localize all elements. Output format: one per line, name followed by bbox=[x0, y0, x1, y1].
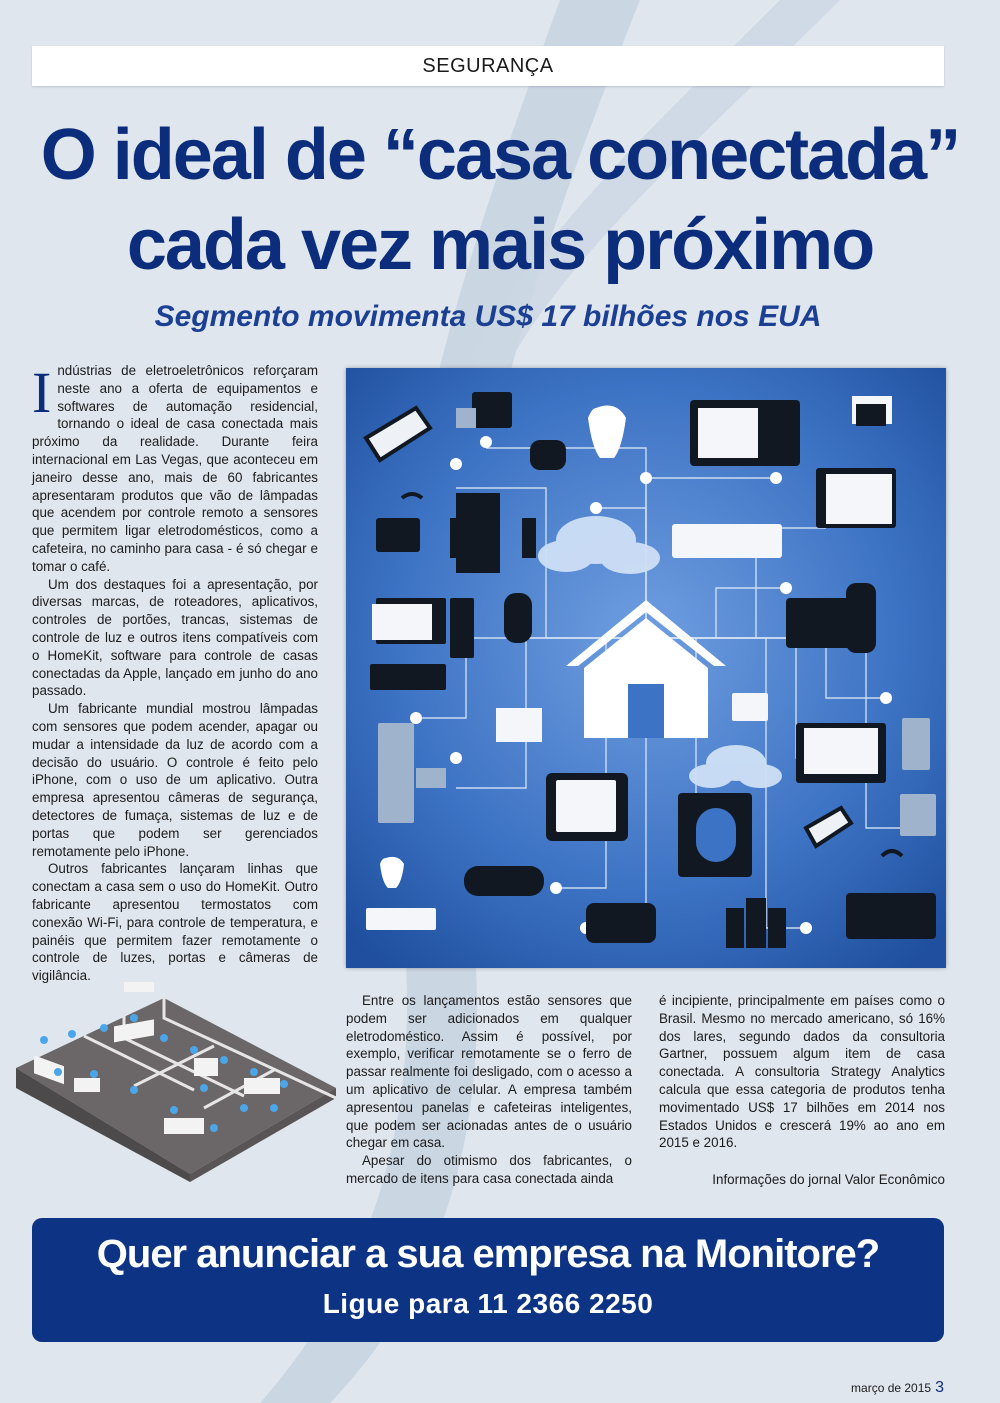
headline-line-2: cada vez mais próximo bbox=[126, 205, 874, 285]
ad-headline: Quer anunciar a sua empresa na Monitore? bbox=[96, 1232, 880, 1276]
paragraph-text: ndústrias de eletroeletrônicos reforçaram neste ano a oferta de equipamentos e softwares de automação residencial, tornando o ideal de casa conectada mais próximo da realidade. Durante feira internacional em Las Vegas, que aconteceu em janeiro desse ano, mais de 60 fabricantes apresentaram produtos que vão de lâmpadas que acendem por controle remoto a sensores que permitem ligar eletrodomésticos, como a cafeteira, no caminho para casa - é só chegar e tomar o café. bbox=[32, 363, 318, 574]
subheadline: Segmento movimenta US$ 17 bilhões nos EUA bbox=[154, 300, 822, 333]
drop-cap: I bbox=[32, 360, 52, 425]
section-header bbox=[32, 46, 944, 86]
section-label: SEGURANÇA bbox=[422, 54, 554, 77]
issue-date: março de 2015 bbox=[851, 1381, 932, 1395]
smart-home-illustration bbox=[346, 368, 946, 968]
ad-phone: Ligue para 11 2366 2250 bbox=[322, 1288, 654, 1319]
isometric-house-illustration bbox=[14, 978, 338, 1182]
article-paragraph: Apesar do otimismo dos fabricantes, o mercado de itens para casa conectada ainda bbox=[346, 1153, 632, 1186]
article-paragraph: Um fabricante mundial mostrou lâmpadas com sensores que podem acender, apagar ou mudar a intensidade da luz de acordo com a decisão do usuário. O controle é feito pelo iPhone, com o uso de um aplicativo. Outra empresa apresentou câmeras de segurança, detectores de fumaça, sistemas de luz e de portas que podem ser gerenciados remotamente pelo iPhone. bbox=[32, 701, 318, 859]
article-paragraph bbox=[32, 362, 318, 576]
article-column-3 bbox=[659, 992, 945, 1152]
advertisement-banner[interactable] bbox=[32, 1218, 944, 1342]
article-column-2 bbox=[346, 992, 632, 1188]
headline-line-1: O ideal de “casa conectada” bbox=[40, 115, 960, 195]
article-paragraph: Outros fabricantes lançaram linhas que conectam a casa sem o uso do HomeKit. Outro fabricante apresentou termostatos com conexão Wi-Fi, para controle de temperatura, e painéis que permitem fazer remotamente o controle de luzes, portas e câmeras de vigilância. bbox=[32, 861, 318, 984]
headline bbox=[20, 110, 980, 290]
article-paragraph: Um dos destaques foi a apresentação, por diversas marcas, de roteadores, aplicativos, controles de portões, trancas, sistemas de controle de luz e outros itens compatíveis com o HomeKit, software para controle de casas conectadas da Apple, lançado em junho do ano passado. bbox=[32, 576, 318, 699]
article-paragraph: é incipiente, principalmente em países como o Brasil. Mesmo no mercado americano, só 16% dos lares, segundo dados da consultoria Gartner, possuem algum item de casa conectada. A consultoria Strategy Analytics calcula que essa categoria de produtos tenha movimentado US$ 17 bilhões em 2014 nos Estados Unidos e crescerá 19% ao ano em 2015 e 2016. bbox=[659, 993, 945, 1151]
article-paragraph: Entre os lançamentos estão sensores que podem ser adicionados em qualquer eletrodoméstico. Assim é possível, por exemplo, verificar remotamente se o ferro de passar realmente foi desligado, com o acesso a um aplicativo de celular. A empresa também apresentou panelas e cafeteiras inteligentes, que podem ser acionadas antes de o usuário chegar em casa. bbox=[346, 993, 632, 1151]
page-number: 3 bbox=[935, 1379, 944, 1396]
article-column-1 bbox=[32, 362, 318, 985]
page-footer bbox=[851, 1379, 944, 1397]
source-credit: Informações do jornal Valor Econômico bbox=[712, 1172, 945, 1187]
